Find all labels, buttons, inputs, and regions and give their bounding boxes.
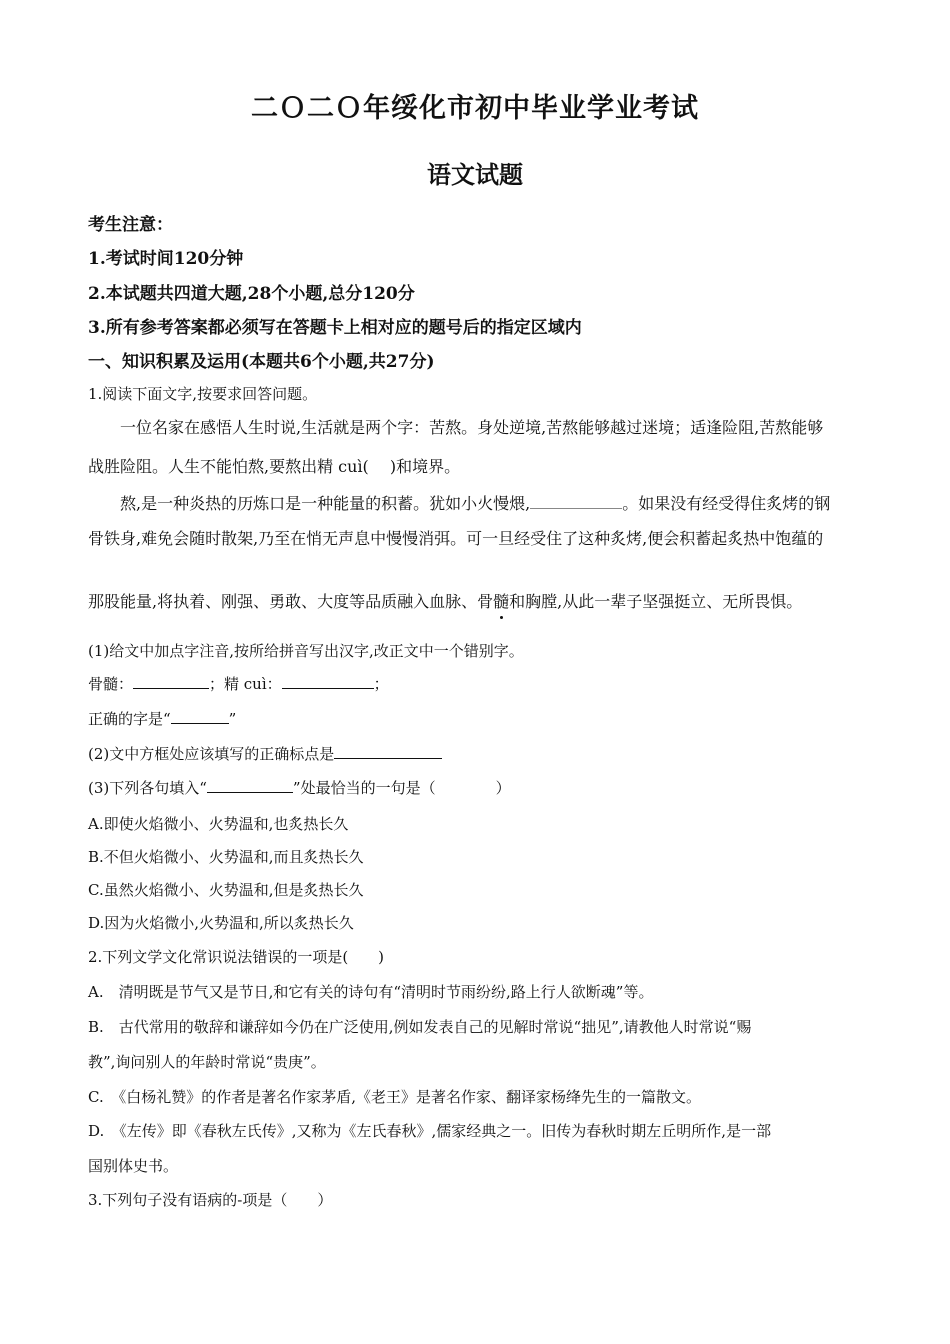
sub-question-text: ”处最恰当的一句是（ ）	[292, 779, 511, 797]
passage-line: 一位名家在感悟人生时说,生活就是两个字：苦熬。身处逆境,苦熬能够越过迷境；适逢险阻,苦熬能够	[120, 418, 824, 437]
answer-blank[interactable]	[282, 674, 374, 689]
sub-question	[88, 743, 442, 764]
answer-blank[interactable]	[133, 674, 209, 689]
answer-blank[interactable]	[334, 744, 442, 759]
option-d[interactable]: D.因为火焰微小,火势温和,所以炙热长久	[88, 914, 354, 932]
notice-heading: 考生注意：	[88, 215, 173, 235]
sub-question-text: (3)下列各句填入“	[88, 779, 207, 797]
option-b[interactable]: B. 古代常用的敬辞和谦辞如今仍在广泛使用,例如发表自己的见解时常说“拙见”,请教他人时常说“赐	[88, 1018, 752, 1036]
passage-text: 和胸膛,从此一辈子坚强挺立、无所畏惧。	[509, 592, 803, 611]
option-c[interactable]: C. 《白杨礼赞》的作者是著名作家茅盾,《老王》是著名作家、翻译家杨绛先生的一篇散文。	[88, 1088, 701, 1106]
answer-label: ”	[228, 710, 237, 728]
notice-item: 1.考试时间120分钟	[88, 249, 244, 269]
answer-blank[interactable]	[171, 709, 229, 724]
passage-text: 那股能量,将执着、刚强、勇敢、大度等品质融入血脉、骨	[88, 592, 494, 611]
sub-question: (1)给文中加点字注音,按所给拼音写出汉字,改正文中一个错别字。	[88, 642, 524, 660]
option-b[interactable]: B.不但火焰微小、火势温和,而且炙热长久	[88, 848, 364, 866]
passage-line	[88, 589, 802, 612]
fill-blank	[530, 494, 622, 509]
option-a[interactable]: A. 清明既是节气又是节日,和它有关的诗句有“清明时节雨纷纷,路上行人欲断魂”等。	[88, 983, 654, 1001]
answer-line	[88, 708, 236, 729]
passage-line: 战胜险阻。人生不能怕熬,要熬出精 cuì( )和境界。	[88, 457, 461, 476]
passage-text: 熬,是一种炎热的历炼口是一种能量的积蓄。犹如小火慢煨,	[120, 494, 531, 513]
section-heading: 一、知识积累及运用(本题共6个小题,共27分)	[88, 352, 435, 372]
passage-line: 骨铁身,难免会随时散架,乃至在悄无声息中慢慢消弭。可一旦经受住了这种炙烤,便会积蓄起炙热中饱蕴的	[88, 529, 824, 548]
option-d-continued[interactable]: 国别体史书。	[88, 1157, 179, 1175]
sub-question	[88, 777, 511, 798]
option-a[interactable]: A.即使火焰微小、火势温和,也炙热长久	[88, 815, 349, 833]
option-d[interactable]: D. 《左传》即《春秋左氏传》,又称为《左氏春秋》,儒家经典之一。旧传为春秋时期左丘明所作,是一部	[88, 1122, 772, 1140]
exam-subtitle: 语文试题	[427, 161, 523, 189]
notice-item: 2.本试题共四道大题,28个小题,总分120分	[88, 284, 415, 304]
answer-label: 正确的字是“	[88, 710, 171, 728]
answer-label: 骨髓：	[88, 675, 134, 693]
question-stem: 3.下列句子没有语病的-项是（ ）	[88, 1191, 333, 1209]
option-b-continued[interactable]: 教”,询问别人的年龄时常说“贵庚”。	[88, 1053, 326, 1071]
fill-blank	[207, 778, 293, 793]
answer-line	[88, 673, 389, 694]
dotted-character: 髓	[493, 589, 509, 612]
option-c[interactable]: C.虽然火焰微小、火势温和,但是炙热长久	[88, 881, 364, 899]
passage-line	[120, 491, 830, 514]
notice-item: 3.所有参考答案都必须写在答题卡上相对应的题号后的指定区域内	[88, 318, 582, 338]
answer-label: ；	[373, 675, 389, 693]
answer-label: ；精 cuì：	[209, 675, 282, 693]
exam-title: 二Ｏ二Ｏ年绥化市初中毕业学业考试	[251, 93, 699, 124]
sub-question-text: (2)文中方框处应该填写的正确标点是	[88, 745, 335, 763]
question-stem: 1.阅读下面文字,按要求回答问题。	[88, 385, 318, 403]
passage-text: 。如果没有经受得住炙烤的钢	[622, 494, 831, 513]
question-stem: 2.下列文学文化常识说法错误的一项是( )	[88, 948, 385, 966]
